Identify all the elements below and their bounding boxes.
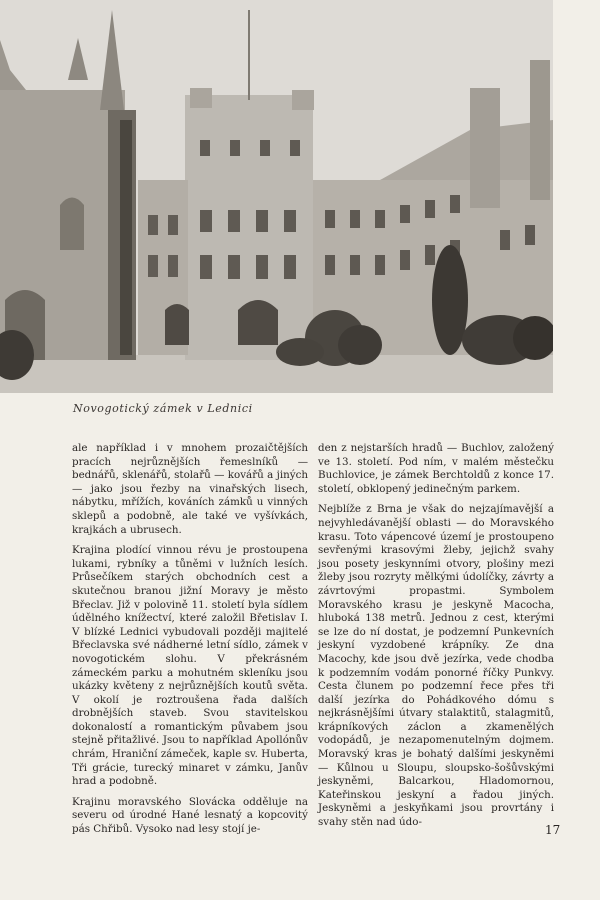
castle-photo-illustration <box>0 0 553 393</box>
page-number: 17 <box>545 823 561 837</box>
paragraph: ale například i v mnohem prozaičtějších pracích nejrůznějších řemeslníků — bednářů, sklenářů, stolařů — kovářů a jiných — jako jsou řezby na vinařských lisech, nábytku, mřížích, kováních zámků u vinných sklepů a podobně, ale také ve vyšívkách, krajkách a ubrusech. <box>72 442 308 536</box>
castle-photo <box>0 0 553 393</box>
text-column-left <box>72 442 308 837</box>
paragraph: Nejblíže z Brna je však do nejzajímavější a nejvyhledávanější oblasti — do Moravského krasu. Toto vápencové území je prostoupeno sevřenými krasovými žleby, jejichž svahy jsou posety jeskynními otvory, plošiny mezi žleby jsou rozryty mělkými údolíčky, závrty a závrtovými propastmi. Symbolem Moravského krasu je jeskyně Macocha, hluboká 138 metrů. Jednou z cest, kterými se lze do ní dostat, je podzemní Punkevních jeskyní vyzdobené krápníky. Ze dna Macochy, kde jsou dvě jezírka, vede chodba k podzemním vodám ponorné říčky Punkvy. Cesta člunem po podzemní řece přes tři další jezírka do Pohádkového dómu s nejkrásnějšími útvary stalaktitů, stalagmitů, krápníkových záclon a zkamenělých vodopádů, je nezapomenutelným dojmem. Moravský kras je bohatý dalšími jeskyněmi — Kůlnou u Sloupu, sloupsko-šošůvskými jeskyněmi, Balcarkou, Hladomornou, Kateřinskou jeskyní a řadou jiných. Jeskyněmi a jeskyňkami jsou provrtány i svahy stěn nad údo- <box>318 503 554 829</box>
paragraph: den z nejstarších hradů — Buchlov, založený ve 13. století. Pod ním, v malém městečku Buchlovice, je zámek Berchtoldů z konce 17. století, obklopený jedinečným parkem. <box>318 442 554 495</box>
paragraph: Krajina plodící vinnou révu je prostoupena lukami, rybníky a tůněmi v lužních lesích. Průsečíkem starých obchodních cest a skutečnou branou jižní Moravy je město Břeclav. Již v polovině 11. století byla sídlem údělného knížectví, které založil Břetislav I. V blízké Lednici vybudovali později majitelé Břeclavska své nádherné letní sídlo, zámek v novogotickém slohu. V překrásném zámeckém parku a mohutném skleníku jsou ukázky květeny z nejrůznějších koutů světa. V okolí je roztroušena řada dalších drobnějších staveb. Svou stavitelskou dokonalostí a romantickým půvabem jsou stejně přitažlivé. Jsou to například Apollónův chrám, Hraniční zámeček, kaple sv. Huberta, Tři grácie, turecký minaret v zámku, Janův hrad a podobně. <box>72 544 308 788</box>
text-column-right <box>318 442 554 830</box>
photo-caption: Novogotický zámek v Lednici <box>73 402 253 415</box>
paragraph: Krajinu moravského Slovácka odděluje na severu od úrodné Hané lesnatý a kopcovitý pás Chřibů. Vysoko nad lesy stojí je- <box>72 795 308 836</box>
